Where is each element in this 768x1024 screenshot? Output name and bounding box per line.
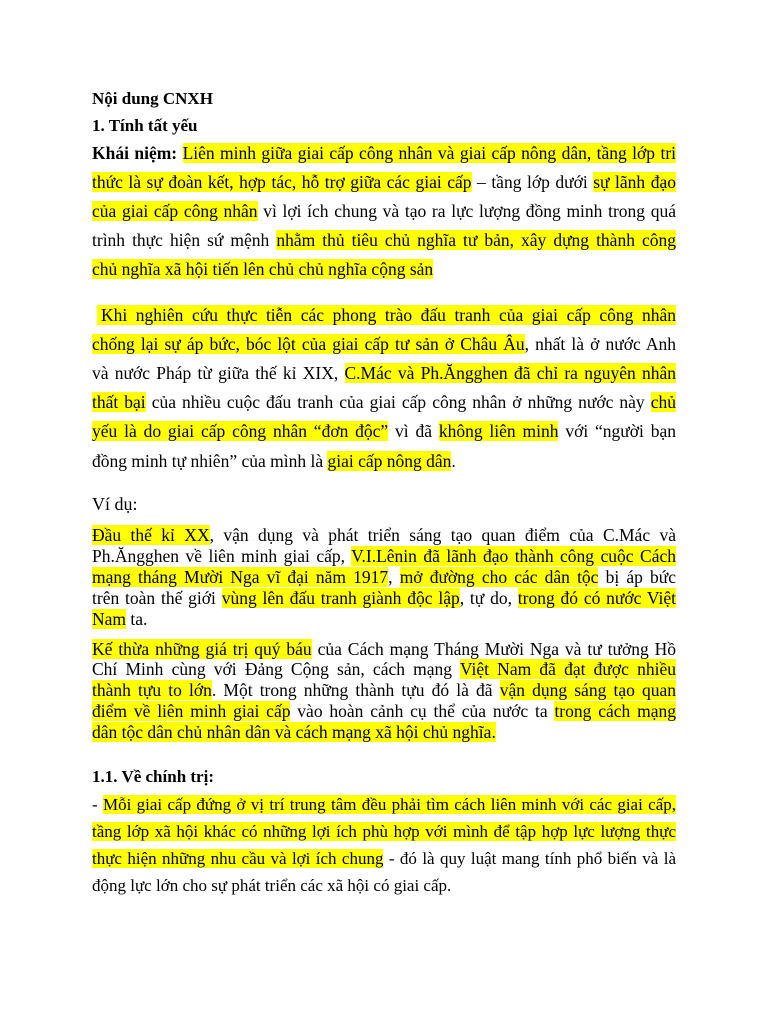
text-run xyxy=(177,143,182,163)
text-run: và nước Pháp từ giữa thế kỉ XIX, xyxy=(92,362,345,383)
highlighted-text: thất bại xyxy=(92,392,146,413)
highlighted-text: điểm về liên minh giai cấp xyxy=(92,700,291,721)
paragraph-line xyxy=(92,417,676,446)
text-run: trên toàn thế giới xyxy=(92,587,222,608)
paragraph-line xyxy=(92,255,676,284)
text-run: ta. xyxy=(126,608,148,629)
highlighted-text: trong cách mạng xyxy=(554,700,676,721)
paragraph-line xyxy=(92,168,676,197)
text-run: , nhất là ở nước Anh xyxy=(524,333,676,354)
highlighted-text: Kế thừa những giá trị quý báu xyxy=(92,638,312,659)
highlighted-text: yếu là do giai cấp công nhân “đơn độc” xyxy=(92,421,389,442)
paragraph-line xyxy=(92,301,676,330)
highlighted-text: dân tộc dân chủ nhân dân và cách mạng xã hội chủ nghĩa. xyxy=(92,721,496,742)
example-label: Ví dụ: xyxy=(92,493,138,514)
highlighted-text: Nam xyxy=(92,608,127,629)
highlighted-text: C.Mác và Ph.Ăngghen đã chỉ ra nguyên nhân xyxy=(344,362,676,383)
text-run: – tầng lớp dưới xyxy=(471,171,594,192)
paragraph-line xyxy=(92,359,676,388)
paragraph-line xyxy=(92,609,676,630)
text-run: đồng minh tự nhiên” của mình là xyxy=(92,450,328,471)
paragraph-line xyxy=(92,791,676,818)
highlighted-text: Việt Nam đã đạt được nhiều xyxy=(459,659,676,680)
text-run: trình thực hiện sứ mệnh xyxy=(92,229,277,250)
text-run: - đó là quy luật mang tính phổ biến và là xyxy=(383,848,676,868)
text-run: động lực lớn cho sự phát triển các xã hội có giai cấp. xyxy=(92,875,452,895)
paragraph-line xyxy=(92,639,676,660)
text-run: . Một trong những thành tựu đó là đã xyxy=(211,680,500,700)
paragraph-line xyxy=(92,872,676,899)
text-run: Ph.Ăngghen về liên minh giai cấp, xyxy=(92,545,352,566)
paragraph-line xyxy=(92,525,676,546)
highlighted-text: chống lại sự áp bức, bóc lột của giai cấp tư sản ở Châu Âu xyxy=(92,333,525,354)
term-label: Khái niệm: xyxy=(92,142,178,163)
text-run: với “người bạn xyxy=(558,421,676,442)
paragraph-line xyxy=(92,818,676,845)
text-run: - xyxy=(92,794,103,814)
paragraph-politics xyxy=(92,791,676,899)
paragraph-example-vietnam xyxy=(92,639,676,743)
highlighted-text: V.I.Lênin đã lãnh đạo thành công cuộc Cách xyxy=(351,545,676,566)
subsection-heading: 1.1. Về chính trị: xyxy=(92,766,214,786)
paragraph-line xyxy=(92,226,676,255)
text-run: , vận dụng và phát triển sáng tạo quan điểm của C.Mác và xyxy=(209,524,676,545)
paragraph-line xyxy=(92,388,676,417)
highlighted-text: không liên minh xyxy=(438,421,559,442)
highlighted-text: Liên minh giữa giai cấp công nhân và giai cấp nông dân, tầng lớp tri xyxy=(182,142,677,163)
paragraph-line xyxy=(92,722,676,743)
highlighted-text: chủ xyxy=(650,392,676,413)
text-run: , xyxy=(388,566,400,587)
highlighted-text: giai cấp nông dân xyxy=(327,450,452,471)
paragraph-line xyxy=(92,330,676,359)
text-run: bị áp bức xyxy=(598,566,676,587)
highlighted-text: sự lãnh đạo xyxy=(593,171,676,192)
paragraph-line xyxy=(92,845,676,872)
paragraph-line xyxy=(92,546,676,567)
highlighted-text: thành tựu to lớn xyxy=(92,680,212,700)
highlighted-text: vùng lên đấu tranh giành độc lập xyxy=(221,587,460,608)
paragraph-history xyxy=(92,301,676,476)
highlighted-text: chủ nghĩa xã hội tiến lên chủ chủ nghĩa cộng sản xyxy=(92,258,434,279)
document-title: Nội dung CNXH xyxy=(92,89,213,108)
paragraph-line xyxy=(92,680,676,701)
text-run: của nhiều cuộc đấu tranh của giai cấp công nhân ở những nước này xyxy=(145,392,651,413)
paragraph-line xyxy=(92,701,676,722)
text-run: Chí Minh cùng với Đảng Cộng sản, cách mạng xyxy=(92,659,460,680)
highlighted-text: thức là sự đoàn kết, hợp tác, hỗ trợ giữa các giai cấp xyxy=(92,171,472,192)
paragraph-line xyxy=(92,139,676,168)
highlighted-text: tầng lớp xã hội khác có những lợi ích phù hợp với mình để tập hợp lực lượng thực xyxy=(92,821,676,841)
paragraph-line xyxy=(92,197,676,226)
text-run: của Cách mạng Tháng Mười Nga và tư tưởng Hồ xyxy=(311,638,677,659)
text-run: vào hoàn cảnh cụ thể của nước ta xyxy=(290,700,555,721)
highlighted-text: Đầu thế kỉ XX xyxy=(92,524,210,545)
paragraph-definition xyxy=(92,139,676,284)
highlighted-text: nhằm thủ tiêu chủ nghĩa tư bản, xây dựng thành công xyxy=(276,229,676,250)
text-run: vì lợi ích chung và tạo ra lực lượng đồng minh trong quá xyxy=(257,200,676,221)
paragraph-line xyxy=(92,567,676,588)
highlighted-text: thực hiện những nhu cầu và lợi ích chung xyxy=(92,848,384,868)
paragraph-line xyxy=(92,588,676,609)
text-run: , tự do, xyxy=(459,587,518,608)
highlighted-text: của giai cấp công nhân xyxy=(92,200,258,221)
highlighted-text: Mỗi giai cấp đứng ở vị trí trung tâm đều phải tìm cách liên minh với các giai cấp, xyxy=(103,794,676,814)
highlighted-text: Khi nghiên cứu thực tiễn các phong trào đấu tranh của giai cấp công nhân xyxy=(97,305,676,325)
highlighted-text: vận dụng sáng tạo quan xyxy=(499,680,676,700)
section-heading: 1. Tính tất yếu xyxy=(92,116,198,135)
highlighted-text: trong đó có nước Việt xyxy=(517,587,676,608)
paragraph-example-lenin xyxy=(92,525,676,630)
paragraph-line xyxy=(92,447,676,476)
highlighted-text: mở đường cho các dân tộc xyxy=(399,566,599,587)
highlighted-text: mạng tháng Mười Nga vĩ đại năm 1917 xyxy=(92,566,389,587)
paragraph-line xyxy=(92,659,676,680)
text-run: vì đã xyxy=(388,421,439,442)
text-run: . xyxy=(451,450,456,471)
